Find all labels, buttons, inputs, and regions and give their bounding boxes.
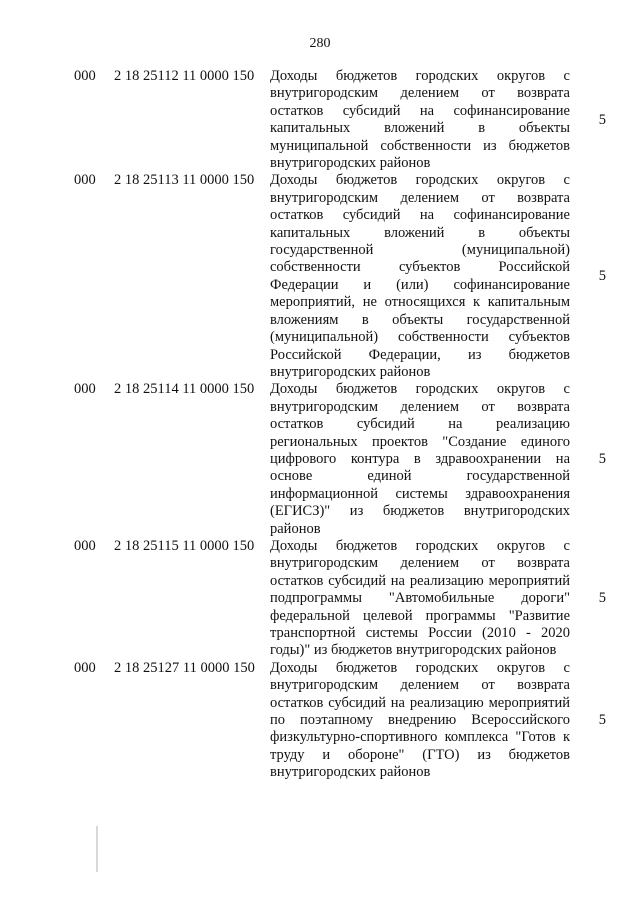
- value-cell: 5: [598, 268, 606, 285]
- kbk-code: 2 18 25112 11 0000 150: [114, 68, 255, 84]
- admin-code: 000: [74, 659, 96, 676]
- value-cell: 5: [598, 590, 606, 607]
- kbk-code: 2 18 25114 11 0000 150: [114, 381, 255, 398]
- admin-code: 000: [74, 172, 96, 189]
- budget-code-row: [74, 538, 614, 660]
- income-description: Доходы бюджетов городских округов с внутригородским делением от возврата остатков субсидий на реализацию региональных проектов "Создание единого цифрового контура в здравоохранении на основе единой государственной информационной системы здравоохранения (ЕГИСЗ)" из бюджетов внутригородских районов: [270, 381, 570, 537]
- kbk-code: 2 18 25113 11 0000 150: [114, 172, 255, 189]
- kbk-code: 2 18 25115 11 0000 150: [114, 537, 255, 554]
- income-description: Доходы бюджетов городских округов с внутригородским делением от возврата остатков субсидий на софинансирование капитальных вложений в объекты муниципальной собственности из бюджетов внутригородских районов: [270, 68, 570, 172]
- value-cell: 5: [598, 450, 606, 467]
- budget-code-list: [74, 68, 614, 782]
- kbk-code: 2 18 25127 11 0000 150: [114, 659, 255, 676]
- income-description: Доходы бюджетов городских округов с внутригородским делением от возврата остатков субсидий на софинансирование капитальных вложений в объекты государственной (муниципальной) собственности субъектов Российской Федерации и (или) софинансирование мероприятий, не относящихся к капитальным вложениям в объекты государственной (муниципальной) собственности субъектов Российской Федерации, из бюджетов внутригородских районов: [270, 172, 570, 380]
- budget-code-row: [74, 660, 614, 782]
- value-cell: 5: [598, 712, 606, 729]
- budget-code-row: [74, 381, 614, 538]
- budget-code-row: [74, 172, 614, 381]
- income-description: Доходы бюджетов городских округов с внутригородским делением от возврата остатков субсидий на реализацию мероприятий по поэтапному внедрению Всероссийского физкультурно-спортивного комплекса "Готов к труду и обороне" (ГТО) из бюджетов внутригородских районов: [270, 659, 570, 781]
- income-description: Доходы бюджетов городских округов с внутригородским делением от возврата остатков субсидий на реализацию мероприятий подпрограммы "Автомобильные дороги" федеральной целевой программы "Развитие транспортной системы России (2010 - 2020 годы)" из бюджетов внутригородских районов: [270, 537, 570, 659]
- admin-code: 000: [74, 537, 96, 554]
- admin-code: 000: [74, 381, 96, 398]
- scan-artifact-line: [96, 826, 98, 872]
- value-cell: 5: [598, 111, 606, 128]
- budget-code-row: [74, 68, 614, 172]
- admin-code: 000: [74, 68, 96, 84]
- page-number: 280: [309, 36, 331, 51]
